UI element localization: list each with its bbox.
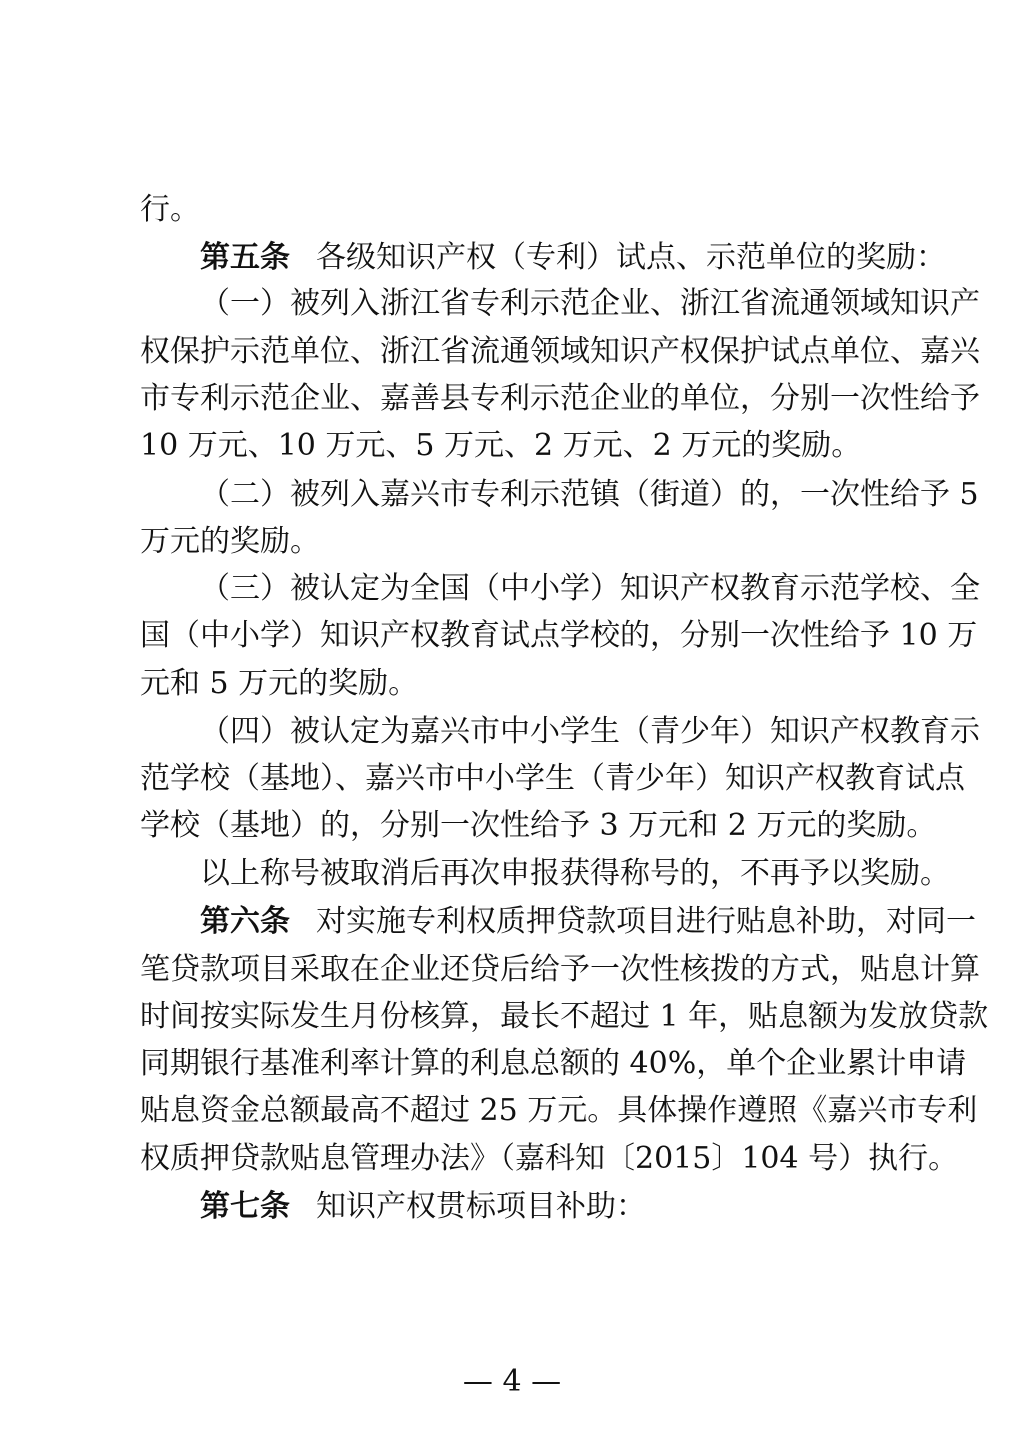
text-line: 时间按实际发生月份核算，最长不超过 1 年，贴息额为发放贷款 [140,999,989,1034]
text-line: （一）被列入浙江省专利示范企业、浙江省流通领域知识产 [200,286,980,321]
text-line: 同期银行基准利率计算的利息总额的 40%，单个企业累计申请 [140,1046,967,1081]
text-line: 行。 [140,192,200,227]
article-label: 第五条 [200,240,290,275]
text-line: （二）被列入嘉兴市专利示范镇（街道）的，一次性给予 5 [200,477,979,512]
text-line: 元和 5 万元的奖励。 [140,666,419,701]
article-label: 第七条 [200,1189,290,1224]
text-line: 贴息资金总额最高不超过 25 万元。具体操作遵照《嘉兴市专利 [140,1093,978,1128]
text-line: 权保护示范单位、浙江省流通领域知识产权保护试点单位、嘉兴 [140,334,980,369]
text-line: 学校（基地）的，分别一次性给予 3 万元和 2 万元的奖励。 [140,808,937,843]
article-label: 第六条 [200,904,290,939]
text-line: 以上称号被取消后再次申报获得称号的，不再予以奖励。 [200,856,950,891]
text-line: 范学校（基地）、嘉兴市中小学生（青少年）知识产权教育试点 [140,761,965,796]
article-5-heading: 第五条 各级知识产权（专利）试点、示范单位的奖励： [200,240,946,275]
article-6-heading: 第六条 对实施专利权质押贷款项目进行贴息补助，对同一 [200,904,976,939]
text-line: 市专利示范企业、嘉善县专利示范企业的单位，分别一次性给予 [140,381,980,416]
page-number: — 4 — [462,1364,562,1399]
text-line: （三）被认定为全国（中小学）知识产权教育示范学校、全 [200,571,980,606]
article-7-heading: 第七条 知识产权贯标项目补助： [200,1189,646,1224]
text-line: （四）被认定为嘉兴市中小学生（青少年）知识产权教育示 [200,714,980,749]
text-line: 国（中小学）知识产权教育试点学校的，分别一次性给予 10 万 [140,618,978,653]
text-line: 万元的奖励。 [140,524,320,559]
text-line: 权质押贷款贴息管理办法》（嘉科知〔2015〕104 号）执行。 [140,1141,959,1176]
text-line: 笔贷款项目采取在企业还贷后给予一次性核拨的方式，贴息计算 [140,952,980,987]
text-line: 10 万元、10 万元、5 万元、2 万元、2 万元的奖励。 [140,428,862,463]
